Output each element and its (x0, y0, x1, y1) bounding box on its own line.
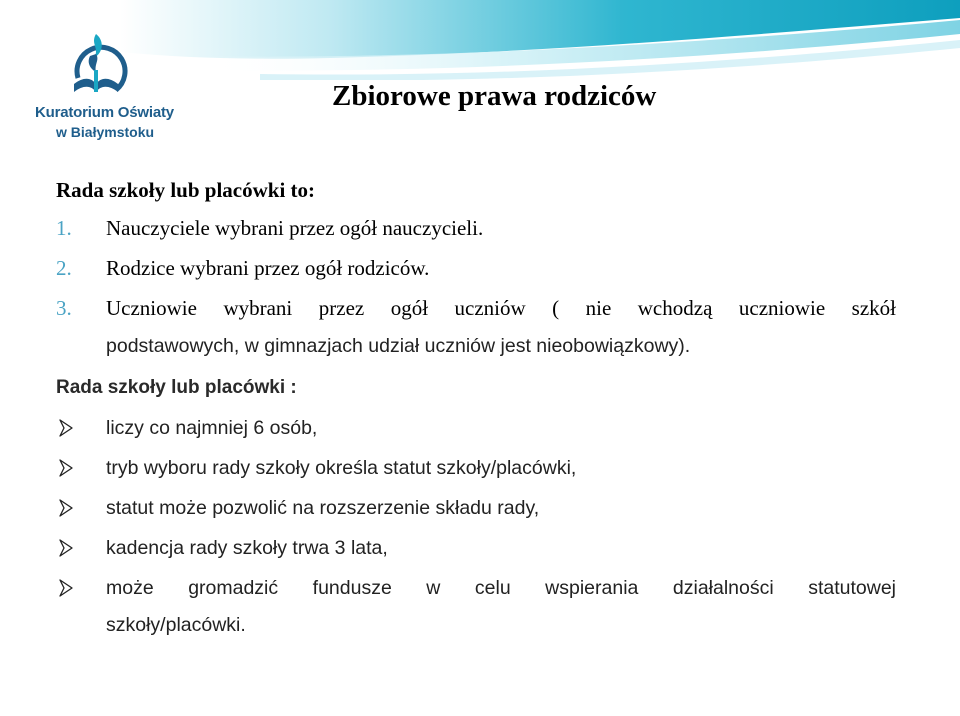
bullet-item-1 (56, 408, 896, 448)
bullet-text: kadencja rady szkoły trwa 3 lata, (106, 537, 388, 559)
logo-text-line1: Kuratorium Oświaty (35, 104, 174, 121)
bullet-item-3 (56, 488, 896, 528)
bullet-item-4 (56, 528, 896, 568)
bullet-text: może gromadzić fundusze w celu wspierania działalności statutowej (106, 577, 896, 599)
arrow-bullet-icon (58, 459, 74, 477)
arrow-bullet-icon (58, 579, 74, 597)
item-number: 1. (56, 216, 72, 240)
arrow-bullet-icon (58, 539, 74, 557)
item-text: Nauczyciele wybrani przez ogół nauczycieli. (106, 216, 484, 240)
item-number: 3. (56, 296, 72, 320)
numbered-item-3 (56, 288, 896, 364)
bullet-text: tryb wyboru rady szkoły określa statut szkoły/placówki, (106, 457, 577, 479)
arrow-bullet-icon (58, 419, 74, 437)
slide-content (56, 170, 896, 642)
slide-title: Zbiorowe prawa rodziców (332, 80, 657, 112)
book-flame-emblem-icon (74, 34, 125, 92)
bullet-text: statut może pozwolić na rozszerzenie składu rady, (106, 497, 540, 519)
numbered-item-1 (56, 208, 896, 248)
bullet-item-2 (56, 448, 896, 488)
section2-heading: Rada szkoły lub placówki : (56, 377, 297, 398)
bullet-item-5 (56, 568, 896, 642)
item-text: Uczniowie wybrani przez ogół uczniów ( nie wchodzą uczniowie szkół (106, 296, 896, 320)
bullet-text-continued: szkoły/placówki. (106, 614, 246, 636)
logo-text-line2: w Białymstoku (56, 124, 155, 140)
item-text-continued: podstawowych, w gimnazjach udział uczniów jest nieobowiązkowy). (106, 335, 691, 357)
item-text: Rodzice wybrani przez ogół rodziców. (106, 256, 430, 280)
numbered-item-2 (56, 248, 896, 288)
section1-heading: Rada szkoły lub placówki to: (56, 178, 316, 202)
bullet-text: liczy co najmniej 6 osób, (106, 417, 318, 439)
item-number: 2. (56, 256, 72, 280)
arrow-bullet-icon (58, 499, 74, 517)
